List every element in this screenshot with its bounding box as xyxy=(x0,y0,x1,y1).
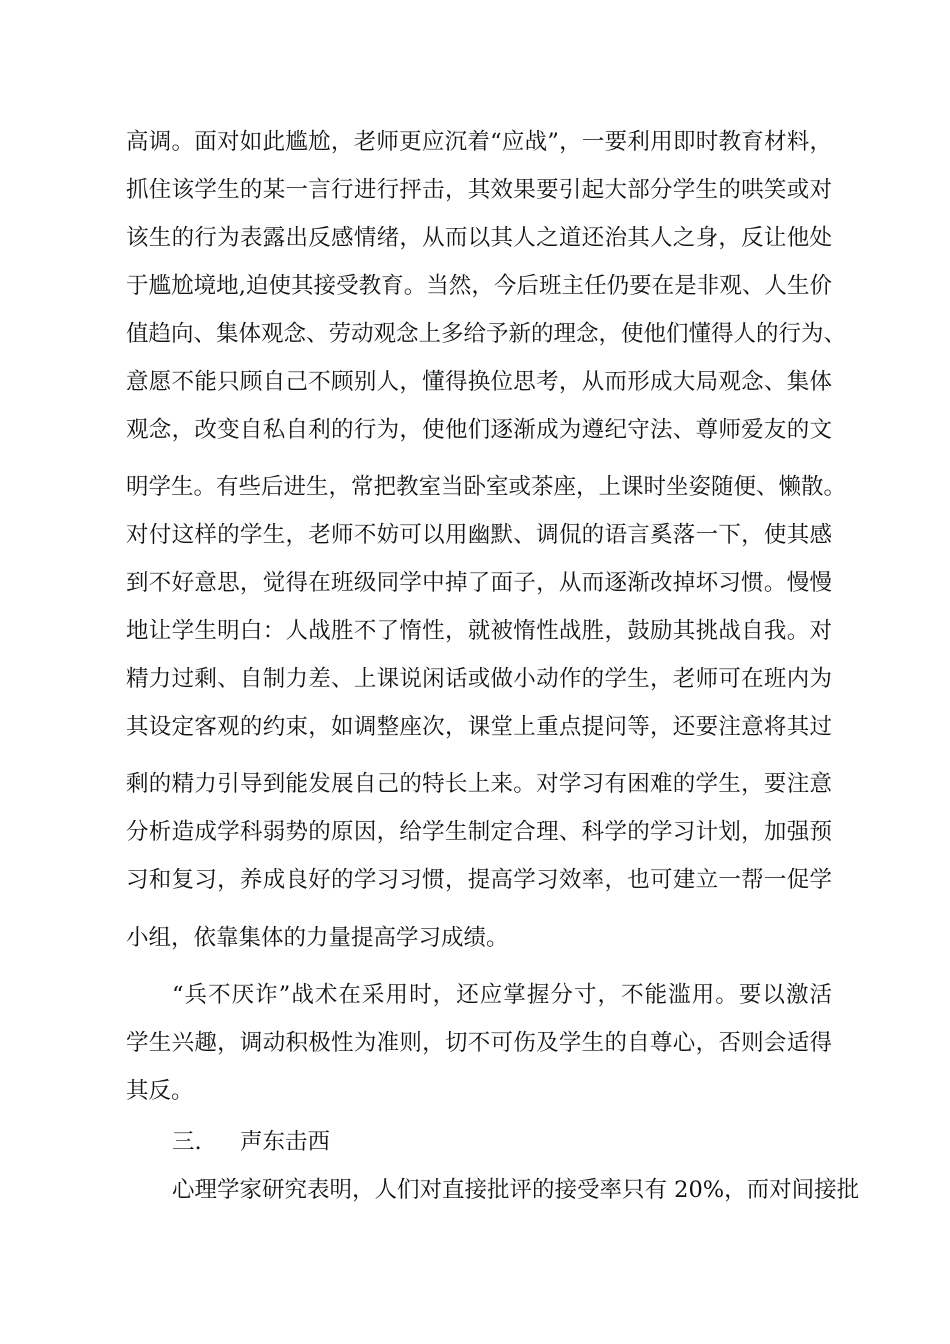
text-line: 高调。面对如此尴尬，老师更应沉着“应战”，一要利用即时教育材料， xyxy=(126,129,832,155)
text-line: 于尴尬境地,迫使其接受教育。当然，今后班主任仍要在是非观、人生价 xyxy=(126,273,832,299)
text-line: 小组，依靠集体的力量提高学习成绩。 xyxy=(126,925,509,951)
text-line-indented: “兵不厌诈”战术在采用时，还应掌握分寸，不能滥用。要以激活 xyxy=(172,982,832,1008)
text-line: 明学生。有些后进生，常把教室当卧室或茶座，上课时坐姿随便、懒散。 xyxy=(126,474,847,500)
text-line: 值趋向、集体观念、劳动观念上多给予新的理念，使他们懂得人的行为、 xyxy=(126,321,847,347)
text-line: 其反。 xyxy=(126,1078,194,1104)
text-line: 观念，改变自私自利的行为，使他们逐渐成为遵纪守法、尊师爱友的文 xyxy=(126,417,832,443)
text-line: 剩的精力引导到能发展自己的特长上来。对学习有困难的学生，要注意 xyxy=(126,771,832,797)
text-line: 分析造成学科弱势的原因，给学生制定合理、科学的学习计划，加强预 xyxy=(126,819,832,845)
text-line: 到不好意思，觉得在班级同学中掉了面子，从而逐渐改掉坏习惯。慢慢 xyxy=(126,570,832,596)
text-line: 学生兴趣，调动积极性为准则，切不可伤及学生的自尊心，否则会适得 xyxy=(126,1030,832,1056)
text-line: 习和复习，养成良好的学习习惯，提高学习效率，也可建立一帮一促学 xyxy=(126,867,832,893)
text-line: 地让学生明白：人战胜不了惰性，就被惰性战胜，鼓励其挑战自我。对 xyxy=(126,618,832,644)
text-line: 其设定客观的约束，如调整座次，课堂上重点提问等，还要注意将其过 xyxy=(126,714,832,740)
text-line-indented: 心理学家研究表明，人们对直接批评的接受率只有 20%，而对间接批 xyxy=(172,1177,860,1203)
section-title: 声东击西 xyxy=(240,1129,331,1155)
text-line: 抓住该学生的某一言行进行抨击，其效果要引起大部分学生的哄笑或对 xyxy=(126,177,832,203)
text-line: 意愿不能只顾自己不顾别人，懂得换位思考，从而形成大局观念、集体 xyxy=(126,369,832,395)
section-number: 三. xyxy=(172,1129,202,1155)
text-line: 精力过剩、自制力差、上课说闲话或做小动作的学生，老师可在班内为 xyxy=(126,666,832,692)
text-line: 对付这样的学生，老师不妨可以用幽默、调侃的语言奚落一下，使其感 xyxy=(126,522,832,548)
text-line: 该生的行为表露出反感情绪，从而以其人之道还治其人之身，反让他处 xyxy=(126,225,832,251)
